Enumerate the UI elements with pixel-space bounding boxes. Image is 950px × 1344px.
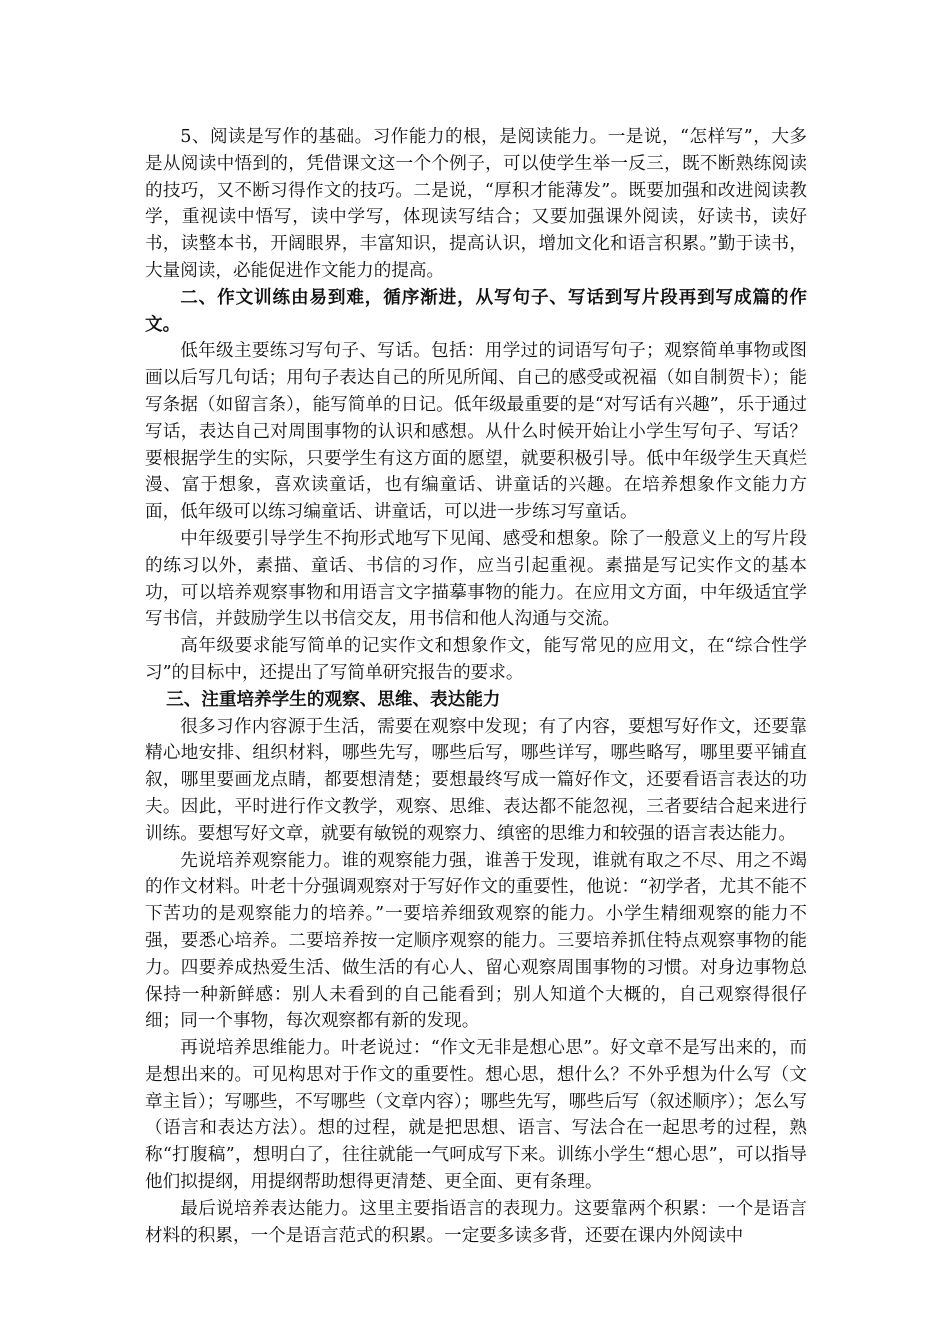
paragraph-thinking: 再说培养思维能力。叶老说过：“作文无非是想心思”。好文章不是写出来的，而是想出来的。可见构思对于作文的重要性。想心思，想什么？不外乎想为什么写（文章主旨）；写哪些，不写哪些（文章内容）；哪些先写，哪些后写（叙述顺序）；怎么写（语言和表达方法）。想的过程，就是把思想、语言、写法合在一起思考的过程，熟称“打腹稿”，想明白了，往往就能一气呵成写下来。训练小学生“想心思”，可以指导他们拟提纲，用提纲帮助想得更清楚、更全面、更有条理。: [145, 1038, 807, 1193]
paragraph-reading-basis: 5、阅读是写作的基础。习作能力的根，是阅读能力。一是说，“怎样写”，大多是从阅读中悟到的，凭借课文这一个个例子，可以使学生举一反三，既不断熟练阅读的技巧，又不断习得作文的技巧。二是说，“厚积才能薄发”。既要加强和改进阅读教学，重视读中悟写，读中学写，体现读写结合；又要加强课外阅读，好读书，读好书，读整本书，开阔眼界，丰富知识，提高认识，增加文化和语言积累。”勤于读书，大量阅读，必能促进作文能力的提高。: [145, 127, 807, 281]
paragraph-observation: 先说培养观察能力。谁的观察能力强，谁善于发现，谁就有取之不尽、用之不竭的作文材料。叶老十分强调观察对于写好作文的重要性，他说：“初学者，尤其不能不下苦功的是观察能力的培养。”一要培养细致观察的能力。小学生精细观察的能力不强，要悉心培养。二要培养按一定顺序观察的能力。三要培养抓住特点观察事物的能力。四要养成热爱生活、做生活的有心人、留心观察周围事物的习惯。对身边事物总保持一种新鲜感：别人未看到的自己能看到；别人知道个大概的，自己观察得很仔细；同一个事物，每次观察都有新的发现。: [145, 850, 807, 1032]
paragraph-middle-grades: 中年级要引导学生不拘形式地写下见闻、感受和想象。除了一般意义上的写片段的练习以外，素描、童话、书信的习作，应当引起重视。素描是写记实作文的基本功，可以培养观察事物和用语言文字描摹事物的能力。在应用文方面，中年级适宜学写书信，并鼓励学生以书信交友，用书信和他人沟通与交流。: [145, 528, 807, 630]
paragraph-upper-grades: 高年级要求能写简单的记实作文和想象作文，能写常见的应用文，在“综合性学习”的目标中，还提出了写简单研究报告的要求。: [145, 636, 807, 683]
paragraph-expression: 最后说培养表达能力。这里主要指语言的表现力。这要靠两个积累：一个是语言材料的积累，一个是语言范式的积累。一定要多读多背，还要在课内外阅读中: [145, 1198, 807, 1246]
section-heading-2: 二、作文训练由易到难，循序渐进，从写句子、写话到写片段再到写成篇的作文。: [145, 286, 807, 335]
document-page: [145, 124, 807, 1249]
paragraph-life-content: 很多习作内容源于生活，需要在观察中发现；有了内容，要想写好作文，还要靠精心地安排、组织材料，哪些先写，哪些后写，哪些详写，哪些略写，哪里要平铺直叙，哪里要画龙点睛，都要想清楚；要想最终写成一篇好作文，还要看语言表达的功夫。因此，平时进行作文教学，观察、思维、表达都不能忽视，三者要结合起来进行训练。要想写好文章，就要有敏锐的观察力、缜密的思维力和较强的语言表达能力。: [145, 716, 807, 844]
section-heading-3: 三、注重培养学生的观察、思维、表达能力: [166, 688, 501, 710]
paragraph-lower-grades: 低年级主要练习写句子、写话。包括：用学过的词语写句子；观察简单事物或图画以后写几句话；用句子表达自己的所见所闻、自己的感受或祝福（如自制贺卡）；能写条据（如留言条），能写简单的日记。低年级最重要的是“对写话有兴趣”，乐于通过写话，表达自己对周围事物的认识和感想。从什么时候开始让小学生写句子、写话？要根据学生的实际，只要学生有这方面的愿望，就要积极引导。低中年级学生天真烂漫、富于想象，喜欢读童话，也有编童话、讲童话的兴趣。在培养想象作文能力方面，低年级可以练习编童话、讲童话，可以进一步练习写童话。: [145, 341, 807, 523]
